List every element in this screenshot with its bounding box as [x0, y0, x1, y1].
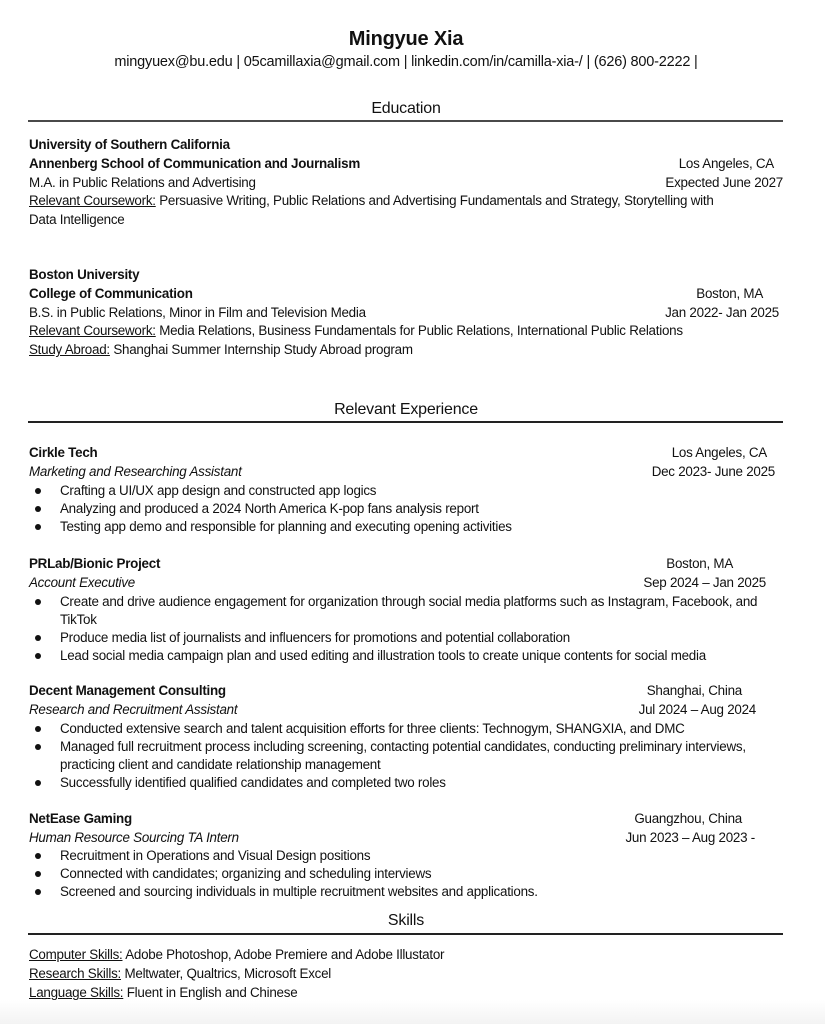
study-abroad: [29, 341, 413, 359]
school-name: University of Southern California: [29, 137, 230, 152]
job-bullets: [29, 482, 784, 536]
job-location: Los Angeles, CA: [671, 445, 767, 460]
skill-text: Fluent in English and Chinese: [123, 985, 298, 1000]
bullet-item: Analyzing and produced a 2024 North America K-pop fans analysis report: [29, 500, 784, 518]
skill-row-language: [29, 984, 297, 1002]
school-name: Boston University: [29, 267, 140, 282]
bullet-item: Recruitment in Operations and Visual Design positions: [29, 847, 784, 865]
coursework: [29, 192, 714, 210]
job-location: Guangzhou, China: [634, 811, 742, 826]
bullet-item: Screened and sourcing individuals in multiple recruitment websites and applications.: [29, 883, 784, 901]
job-bullets: [29, 593, 784, 665]
bullet-item: Create and drive audience engagement for organization through social media platforms such as Instagram, Facebook, and TikTok: [29, 593, 784, 629]
bullet-item: Successfully identified qualified candidates and completed two roles: [29, 774, 784, 792]
company-name: PRLab/Bionic Project: [29, 556, 161, 571]
company-name: NetEase Gaming: [29, 811, 132, 826]
bullet-icon: [35, 871, 41, 877]
school-location: Los Angeles, CA: [678, 156, 774, 171]
job-bullets: [29, 720, 784, 792]
job-title: Research and Recruitment Assistant: [29, 702, 238, 717]
bullet-icon: [35, 524, 41, 530]
coursework-label: Relevant Coursework:: [29, 193, 156, 208]
bullet-item: Conducted extensive search and talent acquisition efforts for three clients: Technogym, SHANGXIA, and DMC: [29, 720, 784, 738]
candidate-name: Mingyue Xia: [348, 28, 464, 50]
section-title-experience: Relevant Experience: [334, 401, 478, 418]
job-location: Boston, MA: [666, 556, 733, 571]
job-dates: Jul 2024 – Aug 2024: [638, 702, 756, 717]
section-divider: [28, 933, 783, 935]
skill-text: Adobe Photoshop, Adobe Premiere and Adobe Illustator: [122, 947, 445, 962]
degree-dates: Expected June 2027: [665, 175, 783, 190]
bullet-icon: [35, 780, 41, 786]
skill-text: Meltwater, Qualtrics, Microsoft Excel: [121, 966, 332, 981]
section-divider: [28, 120, 783, 122]
section-divider: [28, 421, 783, 423]
coursework-label: Relevant Coursework:: [29, 323, 156, 338]
contact-info: mingyuex@bu.edu | 05camillaxia@gmail.com | linkedin.com/in/camilla-xia-/ | (626) 800-2222 |: [114, 54, 698, 70]
job-title: Human Resource Sourcing TA Intern: [29, 830, 239, 845]
job-title: Marketing and Researching Assistant: [29, 464, 242, 479]
section-title-skills: Skills: [387, 912, 425, 929]
bullet-item: Produce media list of journalists and influencers for promotions and potential collaboration: [29, 629, 784, 647]
coursework-continued: Data Intelligence: [29, 212, 125, 227]
bullet-item: Connected with candidates; organizing and scheduling interviews: [29, 865, 784, 883]
bullet-item: Testing app demo and responsible for planning and executing opening activities: [29, 518, 784, 536]
bullet-icon: [35, 599, 41, 605]
bullet-icon: [35, 488, 41, 494]
bullet-icon: [35, 726, 41, 732]
bullet-icon: [35, 744, 41, 750]
skill-label: Language Skills:: [29, 985, 124, 1000]
coursework: [29, 322, 683, 340]
study-abroad-label: Study Abroad:: [29, 342, 110, 357]
bullet-item: Crafting a UI/UX app design and constructed app logics: [29, 482, 784, 500]
skill-label: Computer Skills:: [29, 947, 123, 962]
bullet-icon: [35, 853, 41, 859]
skill-row-computer: [29, 946, 444, 964]
bullet-icon: [35, 635, 41, 641]
section-title-education: Education: [371, 100, 441, 117]
study-abroad-text: Shanghai Summer Internship Study Abroad program: [109, 342, 413, 357]
college-name: College of Communication: [29, 286, 193, 301]
bullet-icon: [35, 889, 41, 895]
skill-row-research: [29, 965, 331, 983]
job-bullets: [29, 847, 784, 901]
coursework-text: Persuasive Writing, Public Relations and Advertising Fundamentals and Strategy, Storytelling with: [155, 193, 714, 208]
company-name: Decent Management Consulting: [29, 683, 226, 698]
school-location: Boston, MA: [696, 286, 763, 301]
job-dates: Dec 2023- June 2025: [651, 464, 775, 479]
job-dates: Jun 2023 – Aug 2023 -: [625, 830, 755, 845]
college-name: Annenberg School of Communication and Journalism: [29, 156, 360, 171]
job-title: Account Executive: [29, 575, 135, 590]
degree-dates: Jan 2022- Jan 2025: [665, 305, 779, 320]
job-dates: Sep 2024 – Jan 2025: [643, 575, 766, 590]
skill-label: Research Skills:: [29, 966, 121, 981]
coursework-text: Media Relations, Business Fundamentals for Public Relations, International Public Relations: [155, 323, 683, 338]
bullet-item: Lead social media campaign plan and used editing and illustration tools to create unique contents for social media: [29, 647, 784, 665]
bullet-icon: [35, 653, 41, 659]
degree: B.S. in Public Relations, Minor in Film and Television Media: [29, 305, 366, 320]
degree: M.A. in Public Relations and Advertising: [29, 175, 256, 190]
bullet-icon: [35, 506, 41, 512]
company-name: Cirkle Tech: [29, 445, 98, 460]
bullet-item: Managed full recruitment process including screening, contacting potential candidates, conducting preliminary interviews, practicing client and candidate relationship management: [29, 738, 760, 774]
job-location: Shanghai, China: [646, 683, 742, 698]
